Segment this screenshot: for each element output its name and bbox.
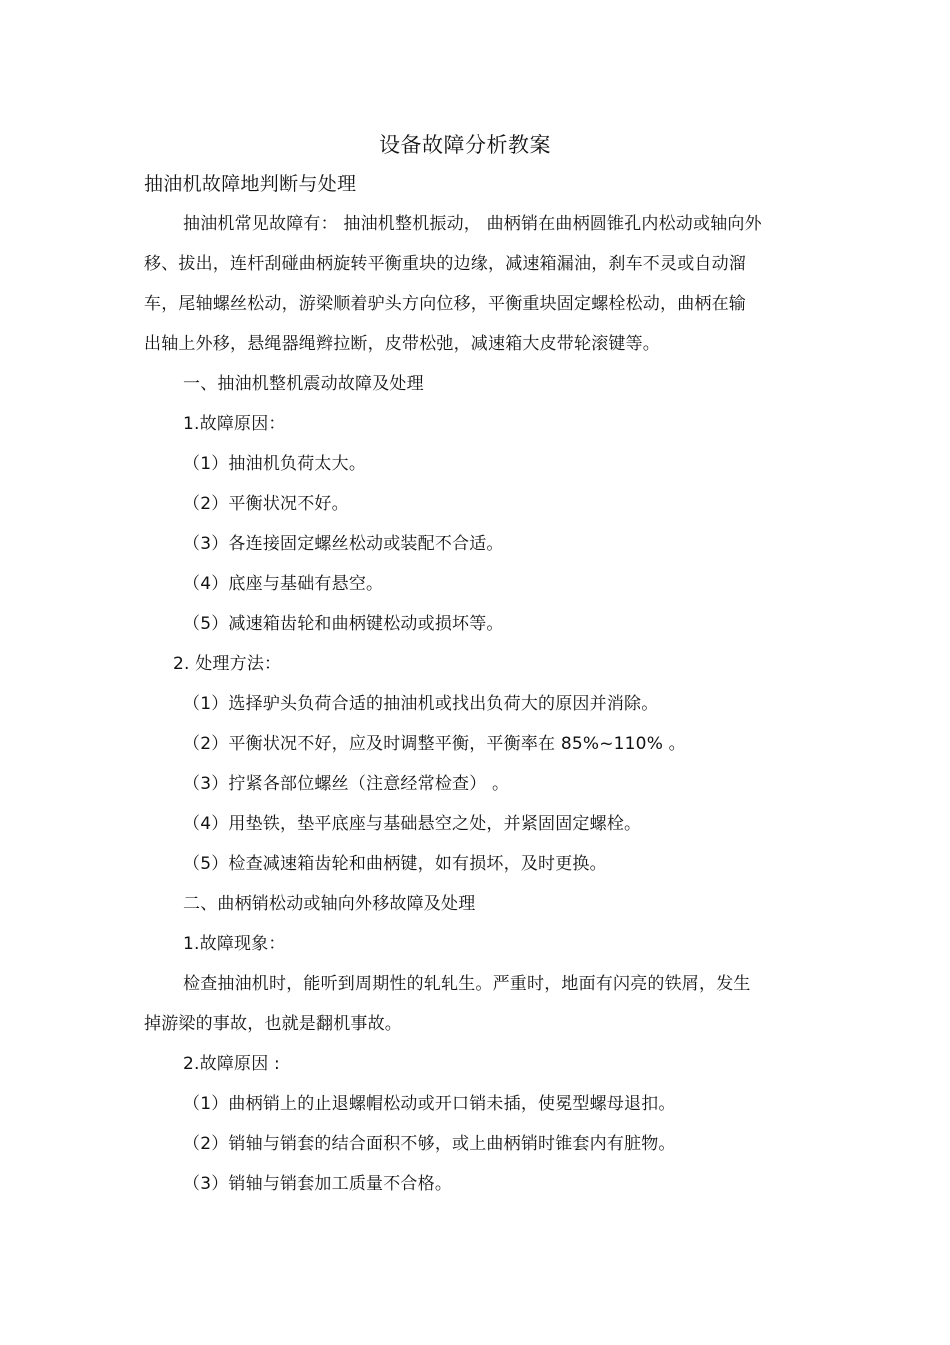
paragraph-line: 车，尾轴螺丝松动，游梁顺着驴头方向位移，平衡重块固定螺栓松动，曲柄在输: [144, 294, 746, 314]
document-title: 设备故障分析教案: [379, 133, 551, 157]
list-item: （3）各连接固定螺丝松动或装配不合适。: [183, 534, 504, 554]
subsection-heading: 1.故障原因：: [183, 414, 286, 434]
list-item: （3）销轴与销套加工质量不合格。: [183, 1174, 453, 1194]
paragraph-line: 移、拔出，连杆刮碰曲柄旋转平衡重块的边缘，减速箱漏油，刹车不灵或自动溜: [144, 254, 746, 274]
list-item: （1）抽油机负荷太大。: [183, 454, 367, 474]
list-item: （4）底座与基础有悬空。: [183, 574, 384, 594]
list-item: （4）用垫铁，垫平底座与基础悬空之处，并紧固固定螺栓。: [183, 814, 642, 834]
paragraph-line: 出轴上外移，悬绳器绳辫拉断，皮带松弛，减速箱大皮带轮滚键等。: [144, 334, 660, 354]
paragraph-line: 抽油机常见故障有： 抽油机整机振动， 曲柄销在曲柄圆锥孔内松动或轴向外: [183, 214, 762, 234]
subsection-heading: 1.故障现象：: [183, 934, 286, 954]
list-item: （2）平衡状况不好，应及时调整平衡，平衡率在 85%~110% 。: [183, 734, 686, 754]
subsection-heading: 2.故障原因 :: [183, 1054, 280, 1074]
subsection-heading: 2. 处理方法：: [173, 654, 282, 674]
paragraph-line: 掉游梁的事故，也就是翻机事故。: [144, 1014, 402, 1034]
list-item: （5）减速箱齿轮和曲柄键松动或损坏等。: [183, 614, 504, 634]
section-heading: 一、抽油机整机震动故障及处理: [183, 374, 424, 394]
section-heading: 抽油机故障地判断与处理: [144, 173, 357, 195]
list-item: （2）销轴与销套的结合面积不够，或上曲柄销时锥套内有脏物。: [183, 1134, 676, 1154]
list-item: （1）选择驴头负荷合适的抽油机或找出负荷大的原因并消除。: [183, 694, 659, 714]
section-heading: 二、曲柄销松动或轴向外移故障及处理: [183, 894, 476, 914]
list-item: （5）检查减速箱齿轮和曲柄键，如有损坏，及时更换。: [183, 854, 607, 874]
list-item: （3）拧紧各部位螺丝（注意经常检查） 。: [183, 774, 510, 794]
list-item: （1）曲柄销上的止退螺帽松动或开口销未插，使冕型螺母退扣。: [183, 1094, 676, 1114]
list-item: （2）平衡状况不好。: [183, 494, 349, 514]
paragraph-line: 检查抽油机时，能听到周期性的轧轧生。严重时，地面有闪亮的铁屑，发生: [183, 974, 751, 994]
